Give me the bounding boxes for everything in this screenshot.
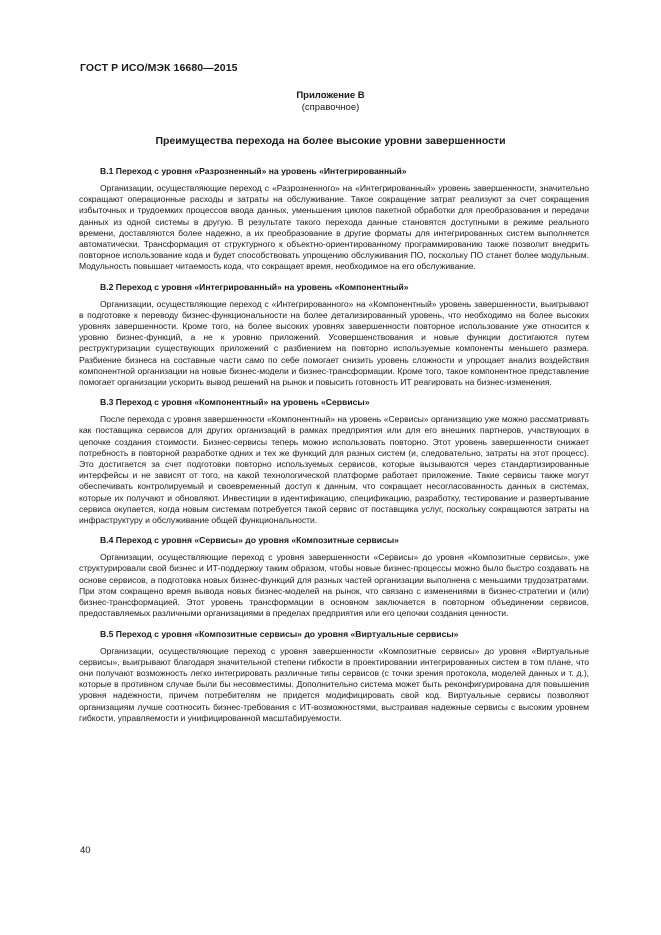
section-heading: В.2 Переход с уровня «Интегрированный» на уровень «Компонентный» xyxy=(100,281,409,292)
section-heading: В.3 Переход с уровня «Компонентный» на уровень «Сервисы» xyxy=(100,397,370,408)
section-heading: В.5 Переход с уровня «Композитные сервисы» до уровня «Виртуальные сервисы» xyxy=(100,628,459,639)
section-paragraph: Организации, осуществляющие переход с уровня завершенности «Сервисы» до уровня «Композитные сервисы», уже структурировали свой бизнес и ИТ-поддержку таким образом, чтобы новые бизнес-процессы можно было быстро создавать на основе сервисов, а подготовка новых бизнес-функций для разных частей организации выполнена с меньшими трудозатратами. При этом сокращено время вывода новых бизнес-моделей на рынок, что связано с изменениями в бизнес-стратегии и (или) бизнес-трансформацией. Этот уровень трансформации в основном заключается в повторном объединении сервисов, предоставляемых различными организациями в пределах предприятия или его цепочки создания ценности. xyxy=(79,552,589,619)
section-b2 xyxy=(79,282,589,389)
appendix-subtitle: (справочное) xyxy=(301,102,360,113)
section-b3 xyxy=(79,397,589,526)
section-b5 xyxy=(79,629,589,724)
section-b4 xyxy=(79,535,589,619)
document-standard-header: ГОСТ Р ИСО/МЭК 16680—2015 xyxy=(80,62,238,74)
section-paragraph: После перехода с уровня завершенности «Компонентный» на уровень «Сервисы» организацию уже можно рассматривать как поставщика сервисов для других организаций в рамках предприятия или для его внешних партнеров, участвующих в цепочке создания стоимости. Бизнес-сервисы теперь можно использовать повторно. Этот уровень завершенности снижает потребность в повторной разработке одних и тех же функций для разных систем (и, следовательно, затраты на этот процесс). Это достигается за счет подготовки повторно используемых сервисов, которые вызываются через стандартизированные интерфейсы и не зависят от того, на какой технологической платформе работает приложение. Такие сервисы также могут обеспечивать контролируемый и своевременный доступ к данным, что сокращает несогласованность данных в системах, которые их получают и обновляют. Инвестиции в идентификацию, спецификацию, разработку, тестирование и развертывание сервиса окупается, когда новым системам потребуется такой сервис от поставщика услуг, поскольку сокращаются затраты на инфраструктуру и обслуживание общей функциональности. xyxy=(79,414,589,526)
section-heading: В.4 Переход с уровня «Сервисы» до уровня «Композитные сервисы» xyxy=(100,535,399,546)
appendix-block xyxy=(0,90,661,114)
section-heading: В.1 Переход с уровня «Разрозненный» на уровень «Интегрированный» xyxy=(100,166,407,176)
section-b1 xyxy=(79,166,589,273)
section-paragraph: Организации, осуществляющие переход с «Разрозненного» на «Интегрированный» уровень завершенности, значительно сокращают операционные расходы и затраты на обслуживание. Такое сокращение затрат реализуют за счет сокращения избыточных и трудоемких процессов ввода данных, уменьшения циклов пакетной обработки для преобразования и передачи данных из одной системы в другую. В результате такого перехода данные становятся доступными в режиме реального времени, доставляются более надежно, а их преобразование в другие форматы для интегрированных систем выполняется автоматически. Трансформация от структурного к объектно-ориентированному программированию также позволит внедрить повторное использование кода и будет способствовать упрощению обслуживания ПО, поскольку ПО станет более модульным. Модульность повышает читаемость кода, что сокращает время, необходимое на его обслуживание. xyxy=(79,183,589,272)
appendix-title: Приложение В xyxy=(296,90,365,101)
document-body xyxy=(79,166,589,733)
section-paragraph: Организации, осуществляющие переход с уровня завершенности «Композитные сервисы» до уровня «Виртуальные сервисы», выигрывают благодаря значительной степени гибкости в проектировании интегрированных систем в том плане, что они получают возможность легко интегрировать различные типы сервисов (с точки зрения протокола, моделей данных и т. д.), которые в противном случае были бы несовместимы. Дополнительно система может быть реконфигурирована для повышения уровня надежности, причем потребителям не придется модифицировать свой код. Виртуальные сервисы позволяют организациям лучше соотносить бизнес-требования с ИТ-возможностями, выстраивая надежные сервисы с высоким уровнем гибкости, управляемости и унифицированной масштабируемости. xyxy=(79,645,589,723)
page-number: 40 xyxy=(80,845,91,856)
section-paragraph: Организации, осуществляющие переход с «Интегрированного» на «Компонентный» уровень завершенности, выигрывают в подготовке к переводу бизнес-функциональности на более детализированный уровень, что необходимо на более высоких уровнях завершенности. Кроме того, на более высоких уровнях завершенности повторное использование уже относится к уровню бизнес-функций, а не к уровню приложений. Усовершенствования и новые функции достигаются путем реструктуризации существующих приложений с разбиением на повторно используемые компоненты меньшего размера. Разбиение бизнеса на составные части само по себе помогает снизить уровень сложности и упрощает анализ воздействия компонентной организации на новые бизнес-модели и бизнес-трансформации. Кроме того, такое компонентное представление помогает организации ускорить вывод решений на рынок и повысить готовность ИТ реагировать на бизнес-изменения. xyxy=(79,298,589,388)
main-title: Преимущества перехода на более высокие уровни завершенности xyxy=(155,135,506,147)
